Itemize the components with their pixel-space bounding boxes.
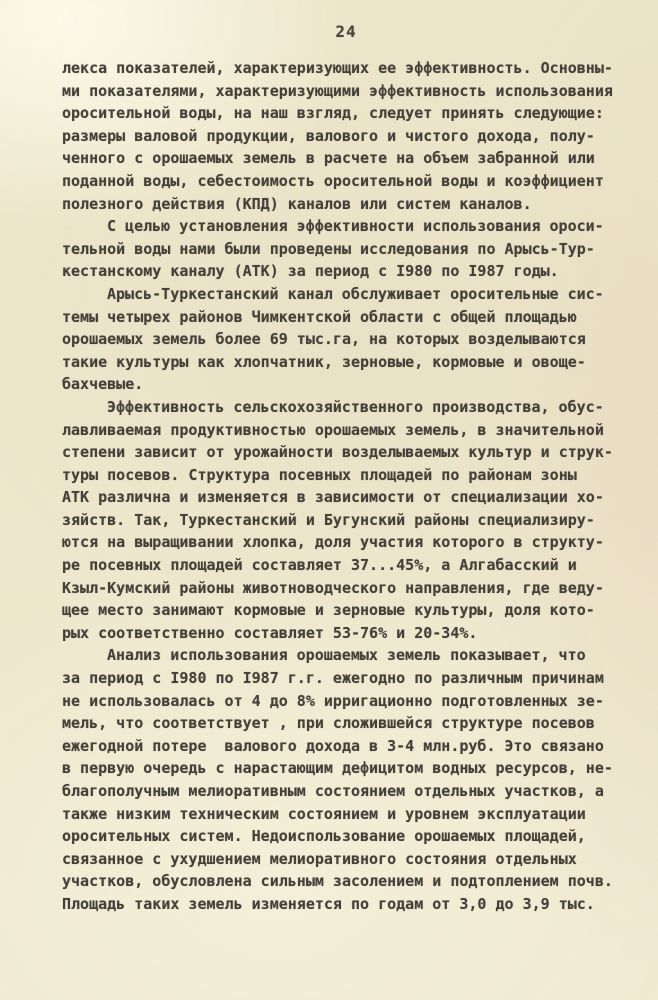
page-number: 24 <box>335 22 357 41</box>
text-line: ются на выращивании хлопка, доля участия которого в структу- <box>62 533 604 552</box>
paragraph <box>62 215 652 283</box>
text-line: также низким техническим состоянием и уровнем эксплуатации <box>62 804 586 823</box>
text-line: лавливаемая продуктивностью орошаемых земель, в значительной <box>62 420 604 439</box>
text-line: Площадь таких земель изменяется по годам от 3,0 до 3,9 тыс. <box>62 894 595 913</box>
text-line: ми показателями, характеризующими эффективность использования <box>62 81 613 100</box>
text-line: участков, обусловлена сильным засолением и подтоплением почв. <box>62 872 613 891</box>
text-line: АТК различна и изменяется в зависимости от специализации хо- <box>62 488 604 507</box>
text-line: степени зависит от урожайности возделываемых культур и струк- <box>62 443 613 462</box>
text-line: ченного с орошаемых земель в расчете на объем забранной или <box>62 149 595 168</box>
text-line: такие культуры как хлопчатник, зерновые, кормовые и овоще- <box>62 352 586 371</box>
text-line: бахчевые. <box>62 375 144 394</box>
text-line: связанное с ухудшением мелиоративного состояния отдельных <box>62 849 577 868</box>
text-line: оросительной воды, на наш взгляд, следует принять следующие: <box>62 104 604 123</box>
text-line: размеры валовой продукции, валового и чистого дохода, полу- <box>62 126 595 145</box>
paragraph <box>62 283 652 396</box>
text-line: за период с I980 по I987 г.г. ежегодно по различным причинам <box>62 669 604 688</box>
text-line: туры посевов. Структура посевных площадей по районам зоны <box>62 465 577 484</box>
text-line: орошаемых земель более 69 тыс.га, на которых возделываются <box>62 330 586 349</box>
text-line: в первую очередь с нарастающим дефицитом водных ресурсов, не- <box>62 759 613 778</box>
paragraph <box>62 396 652 645</box>
text-line: тельной воды нами были проведены исследования по Арысь-Тур- <box>62 239 595 258</box>
text-line: щее место занимают кормовые и зерновые культуры, доля кото- <box>62 601 595 620</box>
text-line: оросительных систем. Недоиспользование орошаемых площадей, <box>62 827 586 846</box>
text-line: Анализ использования орошаемых земель показывает, что <box>107 646 586 665</box>
text-line: рых соответственно составляет 53-76% и 20-34%. <box>62 623 478 642</box>
text-line: Кзыл-Кумский районы животноводческого направления, где веду- <box>62 578 604 597</box>
document-text <box>62 57 652 916</box>
paragraph <box>62 644 652 915</box>
text-line: темы четырех районов Чимкентской области с общей площадью <box>62 307 577 326</box>
text-line: благополучным мелиоративным состоянием отдельных участков, а <box>62 782 604 800</box>
text-line: зяйств. Так, Туркестанский и Бугунский районы специализиру- <box>62 510 595 529</box>
text-line: кестанскому каналу (АТК) за период с I980 по I987 годы. <box>62 262 559 281</box>
text-line: полезного действия (КПД) каналов или систем каналов. <box>62 194 532 213</box>
text-line: ежегодной потере валового дохода в 3-4 млн.руб. Это связано <box>62 736 604 755</box>
text-line: Арысь-Туркестанский канал обслуживает оросительные сис- <box>107 284 604 303</box>
text-line: Эффективность сельскохозяйственного производства, обус- <box>107 397 604 416</box>
text-line: не использовалась от 4 до 8% ирригационно подготовленных зе- <box>62 691 604 710</box>
text-line: поданной воды, себестоимость оросительной воды и коэффициент <box>62 171 604 190</box>
text-line: мель, что соответствует , при сложившейся структуре посевов <box>62 714 595 733</box>
text-line: лекса показателей, характеризующих ее эффективность. Основны- <box>62 59 613 77</box>
paragraph <box>62 57 652 215</box>
text-line: С целью установления эффективности использования ороси- <box>107 217 604 236</box>
text-line: ре посевных площадей составляет 37...45%, а Алгабасский и <box>62 556 577 575</box>
